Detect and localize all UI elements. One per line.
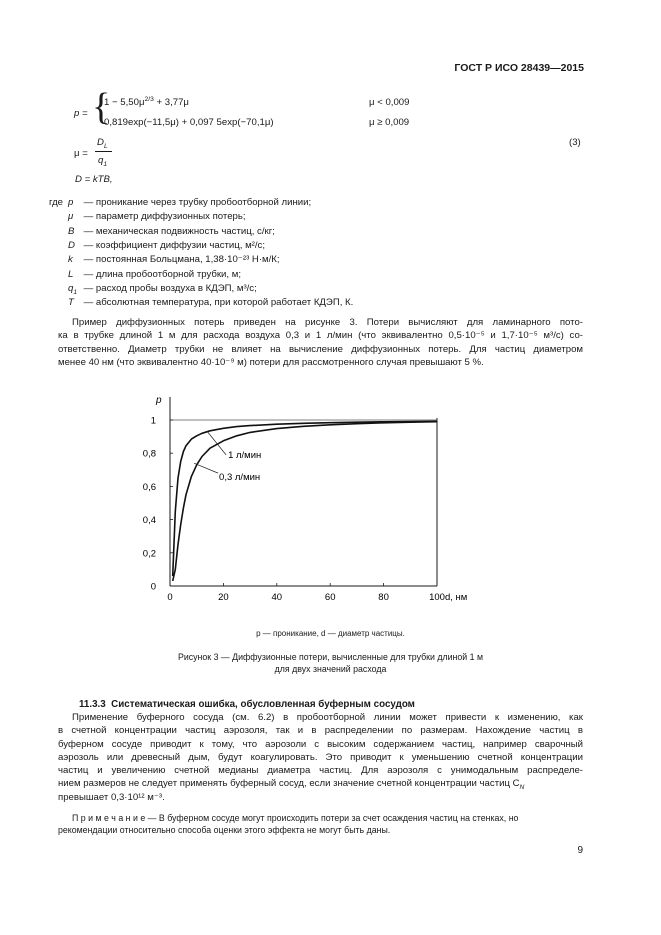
legend-symbol: B	[68, 225, 75, 237]
y-axis-label: p	[156, 395, 162, 406]
legend-row: гдеp — проникание через трубку пробоотборной линии;	[49, 197, 312, 208]
legend-symbol: k	[68, 254, 73, 266]
y-tick-label: 1	[150, 415, 156, 427]
legend-row	[49, 283, 257, 295]
y-tick-label: 0,6	[142, 481, 156, 493]
series-line-1	[173, 422, 437, 581]
paragraph-line: Пример диффузионных потерь приведен на рисунке 3. Потери вычисляют для ламинарного пото-	[72, 317, 583, 328]
legend-text: — абсолютная температура, при которой работает КДЭП, К.	[81, 297, 354, 309]
formula-case2: 0,819exp(−11,5μ) + 0,097 5exp(−70,1μ)	[104, 117, 274, 128]
equation-number: (3)	[569, 137, 581, 148]
document-header: ГОСТ Р ИСО 28439—2015	[454, 62, 584, 74]
paragraph-line: буферном сосуде приводит к тому, что аэрозоли с высоким содержанием частиц, например сварочный	[58, 738, 583, 750]
x-axis-label: d, нм	[445, 592, 468, 603]
figure-caption-line1: Рисунок 3 — Диффузионные потери, вычисленные для трубки длиной 1 м	[177, 652, 484, 662]
paragraph-line: ответственно. Диаметр трубки не влияет на вычисление диффузионных потерь. Для частиц диаметром	[58, 343, 583, 355]
note-label: П р и м е ч а н и е	[72, 813, 146, 823]
paragraph-line: нием размеров не следует применять буферный сосуд, если значение счетной концентрации частиц $C_N$	[58, 778, 525, 792]
x-tick-label: 0	[167, 592, 173, 603]
legend-row	[49, 254, 280, 266]
paragraph-line: в счетной концентрации частиц аэрозоля, так и в распределении по размерам. Нахождение частиц в	[58, 725, 583, 737]
legend-symbol: T	[68, 297, 74, 309]
legend-symbol: $q_1$	[68, 282, 78, 296]
legend-text: — механическая подвижность частиц, с/кг;	[81, 225, 275, 237]
paragraph-line: ка в трубке длиной 1 м для расхода воздуха 0,3 и 1 л/мин (что эквивалентно 0,5·10⁻⁵ и 1,7·10⁻⁵ м³/с) со-	[58, 330, 583, 342]
x-tick-label: 20	[218, 592, 229, 603]
legend-symbol: L	[68, 268, 74, 280]
x-tick-label: 100	[429, 592, 445, 603]
y-tick-label: 0	[150, 581, 156, 593]
legend-text: — проникание через трубку пробоотборной линии;	[81, 197, 312, 208]
legend-row	[49, 211, 246, 223]
figure-note: p — проникание, d — диаметр частицы.	[256, 629, 405, 638]
fraction-bar	[95, 151, 112, 152]
figure-caption-line2: для двух значений расхода	[274, 664, 387, 674]
legend-row	[49, 269, 241, 281]
legend-row	[49, 226, 275, 238]
x-tick-label: 40	[271, 592, 283, 603]
y-tick-label: 0,4	[142, 515, 156, 527]
legend-row	[49, 240, 265, 252]
note: П р и м е ч а н и е — В буферном сосуде могут происходить потери за счет осаждения частиц на стенках, но рекомендации относительно способа оценки этого эффекта не могут быть даны.	[58, 813, 519, 835]
legend-text: — постоянная Больцмана, 1,38·10⁻²³ Н·м/К;	[81, 254, 280, 266]
legend-text: — параметр диффузионных потерь;	[81, 211, 246, 223]
paragraph-line: Применение буферного сосуда (см. 6.2) в пробоотборной линии может привести к изменению, как	[72, 712, 583, 723]
legend-symbol: μ	[68, 211, 74, 223]
y-tick-label: 0,2	[142, 548, 156, 560]
page-number: 9	[577, 845, 583, 856]
series-label-1-lpm: 1 л/мин	[228, 450, 262, 462]
formula-p-lhs: p =	[74, 108, 88, 119]
legend-symbol: p	[68, 197, 74, 208]
x-tick-label: 80	[378, 592, 389, 603]
formula-brace: {	[92, 86, 111, 128]
paragraph-line: менее 40 нм (что эквивалентно 40·10⁻⁹ м) потери для рассмотренного случая превышают 5 %.	[58, 356, 484, 368]
diffusion-loss-chart	[140, 385, 480, 610]
legend-text: — коэффициент диффузии частиц, м²/с;	[81, 239, 265, 251]
formula-case1-condition: μ < 0,009	[369, 97, 410, 108]
paragraph-line: превышает 0,3·10¹² м⁻³.	[58, 791, 165, 803]
x-tick-label: 60	[324, 592, 336, 603]
legend-symbol: D	[68, 239, 75, 251]
formula-d: D = kTB,	[75, 174, 113, 185]
paragraph-line: частиц и увеличению счетной медианы диаметра частиц. Для аэрозоля с унимодальным распределе-	[58, 765, 583, 777]
leader-line-1	[207, 432, 226, 455]
series-label-0-3-lpm: 0,3 л/мин	[219, 471, 261, 483]
legend-text: — длина пробоотборной трубки, м;	[81, 268, 241, 280]
formula-mu-numerator: $D_L$	[97, 137, 108, 150]
formula-mu-denominator: $q_1$	[98, 155, 108, 168]
formula-case1: $1 - 5,50\mu^{2/3} + 3,77\mu$	[104, 95, 189, 108]
legend-row	[49, 297, 353, 309]
formula-case2-condition: μ ≥ 0,009	[369, 117, 410, 128]
series-line-0	[173, 421, 437, 576]
y-tick-label: 0,8	[142, 448, 156, 460]
section-heading: 11.3.3 Систематическая ошибка, обусловленная буферным сосудом	[79, 699, 415, 710]
leader-line-2	[194, 463, 218, 473]
paragraph-buffer-vessel	[58, 711, 583, 804]
paragraph-figure-intro	[58, 316, 583, 369]
legend-text: — расход пробы воздуха в КДЭП, м³/с;	[81, 282, 257, 294]
formula-mu-lhs: μ =	[74, 148, 88, 159]
paragraph-line: аэрозоль или древесный дым, будут коагулировать. Это приводит к уменьшению счетной концентрации	[58, 751, 583, 763]
